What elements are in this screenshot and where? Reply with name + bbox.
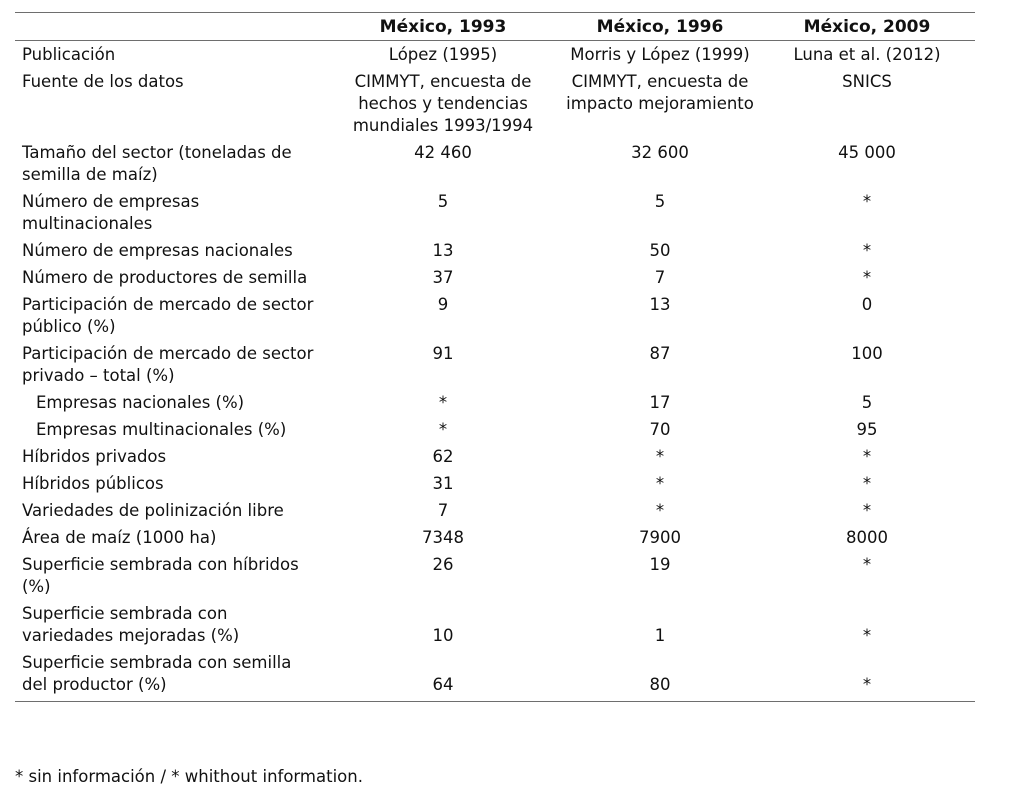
row-label: Empresas multinacionales (%) [36, 420, 287, 439]
table-cell: * [655, 474, 665, 493]
header-cell-row-label [15, 13, 325, 41]
table-cell: 80 [649, 675, 671, 694]
table-cell: * [862, 675, 872, 694]
table-cell: * [862, 241, 872, 260]
table-cell: 19 [649, 555, 671, 574]
table-row [15, 473, 975, 500]
table-row [15, 603, 975, 652]
table-cell: 0 [861, 295, 873, 314]
table-cell: 8000 [846, 528, 888, 547]
row-label: Superficie sembrada con híbridos (%) [22, 555, 299, 596]
table-row [15, 142, 975, 191]
table-footnote: * sin información / * whithout information. [15, 767, 363, 786]
table-header [15, 13, 975, 41]
table-cell: 91 [432, 344, 454, 363]
table-cell: * [655, 447, 665, 466]
table-cell: 1 [654, 626, 666, 645]
table-cell: 13 [649, 295, 671, 314]
row-label: Publicación [22, 45, 116, 64]
row-label: Participación de mercado de sector privado – total (%) [22, 344, 314, 385]
row-label: Número de empresas nacionales [22, 241, 293, 260]
table-cell: * [438, 393, 448, 412]
table-cell: 7 [437, 501, 449, 520]
table-cell: 9 [437, 295, 449, 314]
header-cell-mexico-1996: México, 1996 [561, 13, 759, 41]
header-cell-mexico-1993: México, 1993 [325, 13, 561, 41]
row-label: Fuente de los datos [22, 72, 184, 91]
table-row [15, 294, 975, 343]
row-label: Número de productores de semilla [22, 268, 308, 287]
table-cell: 17 [649, 393, 671, 412]
table-row [15, 419, 975, 446]
table-cell: SNICS [842, 72, 892, 91]
table-cell: CIMMYT, encuesta de hechos y tendencias mundiales 1993/1994 [352, 72, 534, 135]
data-table-container [15, 12, 975, 702]
table-row [15, 240, 975, 267]
table-cell: 45 000 [838, 143, 896, 162]
table-cell: CIMMYT, encuesta de impacto mejoramiento [566, 72, 754, 113]
table-cell: 64 [432, 675, 454, 694]
table-cell: * [862, 192, 872, 211]
table-row [15, 554, 975, 603]
table-cell: 42 460 [414, 143, 472, 162]
table-cell: 13 [432, 241, 454, 260]
table-row [15, 527, 975, 554]
table-cell: 31 [432, 474, 454, 493]
table-cell: * [655, 501, 665, 520]
table-cell: * [862, 447, 872, 466]
table-cell: 5 [654, 192, 666, 211]
table-row [15, 267, 975, 294]
table-cell: 5 [861, 393, 873, 412]
table-cell: 37 [432, 268, 454, 287]
table-cell: * [862, 555, 872, 574]
table-cell: * [862, 474, 872, 493]
row-label: Empresas nacionales (%) [36, 393, 245, 412]
table-cell: Luna et al. (2012) [793, 45, 941, 64]
table-row [15, 71, 975, 142]
table-cell: 10 [432, 626, 454, 645]
seed-sector-table [15, 13, 975, 701]
table-cell: 7900 [639, 528, 681, 547]
table-cell: 100 [851, 344, 883, 363]
row-label: Superficie sembrada con semilla del productor (%) [22, 653, 292, 694]
table-cell: 5 [437, 192, 449, 211]
table-cell: 95 [856, 420, 878, 439]
row-label: Variedades de polinización libre [22, 501, 284, 520]
row-label: Híbridos privados [22, 447, 167, 466]
table-cell: 62 [432, 447, 454, 466]
table-row [15, 446, 975, 473]
row-label: Híbridos públicos [22, 474, 164, 493]
table-cell: 7348 [422, 528, 464, 547]
table-row [15, 500, 975, 527]
header-cell-mexico-2009: México, 2009 [759, 13, 975, 41]
table-cell: 32 600 [631, 143, 689, 162]
table-cell: 26 [432, 555, 454, 574]
table-cell: * [862, 268, 872, 287]
table-cell: 87 [649, 344, 671, 363]
table-row [15, 191, 975, 240]
table-cell: López (1995) [388, 45, 498, 64]
row-label: Área de maíz (1000 ha) [22, 528, 217, 547]
table-row [15, 392, 975, 419]
table-row [15, 41, 975, 72]
table-cell: Morris y López (1999) [570, 45, 750, 64]
row-label: Participación de mercado de sector público (%) [22, 295, 314, 336]
row-label: Tamaño del sector (toneladas de semilla de maíz) [22, 143, 292, 184]
table-cell: 50 [649, 241, 671, 260]
table-row [15, 343, 975, 392]
table-cell: * [862, 626, 872, 645]
header-row [15, 13, 975, 41]
table-body [15, 41, 975, 702]
table-cell: 7 [654, 268, 666, 287]
table-row [15, 652, 975, 701]
table-cell: * [438, 420, 448, 439]
row-label: Superficie sembrada con variedades mejoradas (%) [22, 604, 240, 645]
table-cell: * [862, 501, 872, 520]
row-label: Número de empresas multinacionales [22, 192, 200, 233]
table-cell: 70 [649, 420, 671, 439]
